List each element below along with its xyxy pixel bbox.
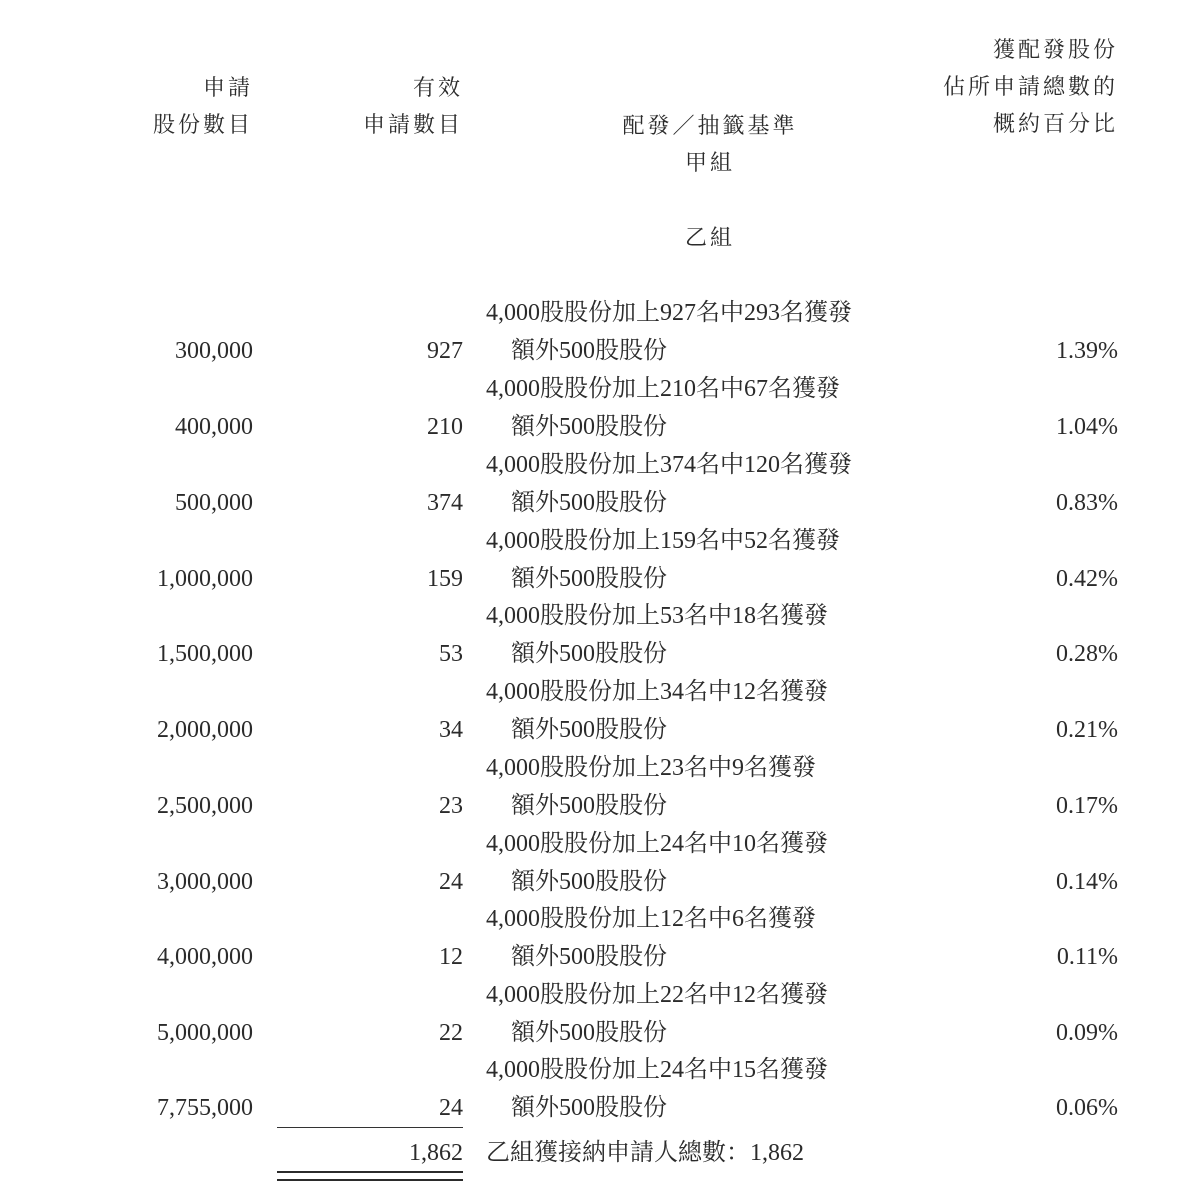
table-row [0, 1052, 1179, 1128]
header-requested-shares-line1: 申請 [202, 76, 253, 101]
valid-applications-cell: 159 [427, 566, 463, 592]
header-allocated-pct-line2: 佔所申請總數的 [942, 75, 1118, 100]
basis-line2: 額外500股股份 [511, 414, 667, 440]
subtotal-rule [277, 1127, 463, 1128]
header-allocation-basis [540, 108, 880, 145]
header-allocated-percentage [943, 32, 1118, 143]
table-row [0, 371, 1179, 447]
basis-line1: 4,000股股份加上12名中6名獲發 [486, 906, 816, 932]
percentage-cell: 1.04% [1056, 414, 1118, 440]
group-b-label-text: 乙組 [684, 226, 735, 251]
requested-shares-cell: 400,000 [175, 414, 253, 440]
basis-line1: 4,000股股份加上24名中15名獲發 [486, 1057, 828, 1083]
basis-line1: 4,000股股份加上53名中18名獲發 [486, 603, 828, 629]
table-row [0, 674, 1179, 750]
table-row [0, 901, 1179, 977]
basis-line2: 額外500股股份 [511, 490, 667, 516]
basis-line1: 4,000股股份加上24名中10名獲發 [486, 831, 828, 857]
basis-line1: 4,000股股份加上210名中67名獲發 [486, 376, 840, 402]
percentage-cell: 1.39% [1056, 338, 1118, 364]
requested-shares-cell: 3,000,000 [157, 869, 253, 895]
table-row [0, 977, 1179, 1053]
percentage-cell: 0.21% [1056, 717, 1118, 743]
basis-line2: 額外500股股份 [511, 1095, 667, 1121]
valid-applications-cell: 22 [439, 1020, 463, 1046]
valid-applications-cell: 12 [439, 944, 463, 970]
basis-line2: 額外500股股份 [511, 717, 667, 743]
header-requested-shares-line2: 股份數目 [152, 113, 253, 138]
basis-line2: 額外500股股份 [511, 641, 667, 667]
valid-applications-cell: 53 [439, 641, 463, 667]
basis-line2: 額外500股股份 [511, 338, 667, 364]
table-row [0, 523, 1179, 599]
basis-line2: 額外500股股份 [511, 1020, 667, 1046]
requested-shares-cell: 7,755,000 [157, 1095, 253, 1121]
percentage-cell: 0.83% [1056, 490, 1118, 516]
basis-line1: 4,000股股份加上34名中12名獲發 [486, 679, 828, 705]
header-allocated-pct-line1: 獲配發股份 [992, 38, 1118, 63]
basis-line2: 額外500股股份 [511, 793, 667, 819]
requested-shares-cell: 500,000 [175, 490, 253, 516]
percentage-cell: 0.06% [1056, 1095, 1118, 1121]
total-accepted-applicants-text: 乙組獲接納申請人總數：1,862 [486, 1140, 804, 1166]
requested-shares-cell: 4,000,000 [157, 944, 253, 970]
requested-shares-cell: 2,000,000 [157, 717, 253, 743]
valid-applications-cell: 210 [427, 414, 463, 440]
table-row [0, 295, 1179, 371]
percentage-cell: 0.11% [1056, 944, 1118, 970]
valid-applications-cell: 24 [439, 1095, 463, 1121]
header-allocated-pct-line3: 概約百分比 [992, 112, 1118, 137]
valid-applications-cell: 927 [427, 338, 463, 364]
table-row [0, 447, 1179, 523]
requested-shares-cell: 2,500,000 [157, 793, 253, 819]
basis-line2: 額外500股股份 [511, 566, 667, 592]
valid-applications-cell: 23 [439, 793, 463, 819]
requested-shares-cell: 300,000 [175, 338, 253, 364]
header-allocation-basis-text: 配發／抽籤基準 [622, 114, 798, 139]
valid-applications-cell: 24 [439, 869, 463, 895]
percentage-cell: 0.09% [1056, 1020, 1118, 1046]
table-row [0, 598, 1179, 674]
group-a-label-text: 甲組 [684, 151, 735, 176]
basis-line1: 4,000股股份加上927名中293名獲發 [486, 300, 852, 326]
requested-shares-cell: 5,000,000 [157, 1020, 253, 1046]
table-row [0, 826, 1179, 902]
total-valid-applications: 1,862 [409, 1140, 463, 1166]
table-row [0, 750, 1179, 826]
basis-line2: 額外500股股份 [511, 869, 667, 895]
valid-applications-cell: 374 [427, 490, 463, 516]
basis-line1: 4,000股股份加上22名中12名獲發 [486, 982, 828, 1008]
percentage-cell: 0.17% [1056, 793, 1118, 819]
group-b-label [540, 220, 880, 257]
basis-line1: 4,000股股份加上23名中9名獲發 [486, 755, 816, 781]
header-valid-applications-line2: 申請數目 [362, 113, 463, 138]
percentage-cell: 0.14% [1056, 869, 1118, 895]
total-double-rule [277, 1171, 463, 1181]
valid-applications-cell: 34 [439, 717, 463, 743]
percentage-cell: 0.42% [1056, 566, 1118, 592]
basis-line1: 4,000股股份加上159名中52名獲發 [486, 528, 840, 554]
basis-line1: 4,000股股份加上374名中120名獲發 [486, 452, 852, 478]
requested-shares-cell: 1,500,000 [157, 641, 253, 667]
header-valid-applications-line1: 有效 [412, 76, 463, 101]
percentage-cell: 0.28% [1056, 641, 1118, 667]
header-valid-applications [363, 70, 463, 144]
header-requested-shares [153, 70, 253, 144]
group-a-label [540, 145, 880, 182]
basis-line2: 額外500股股份 [511, 944, 667, 970]
requested-shares-cell: 1,000,000 [157, 566, 253, 592]
